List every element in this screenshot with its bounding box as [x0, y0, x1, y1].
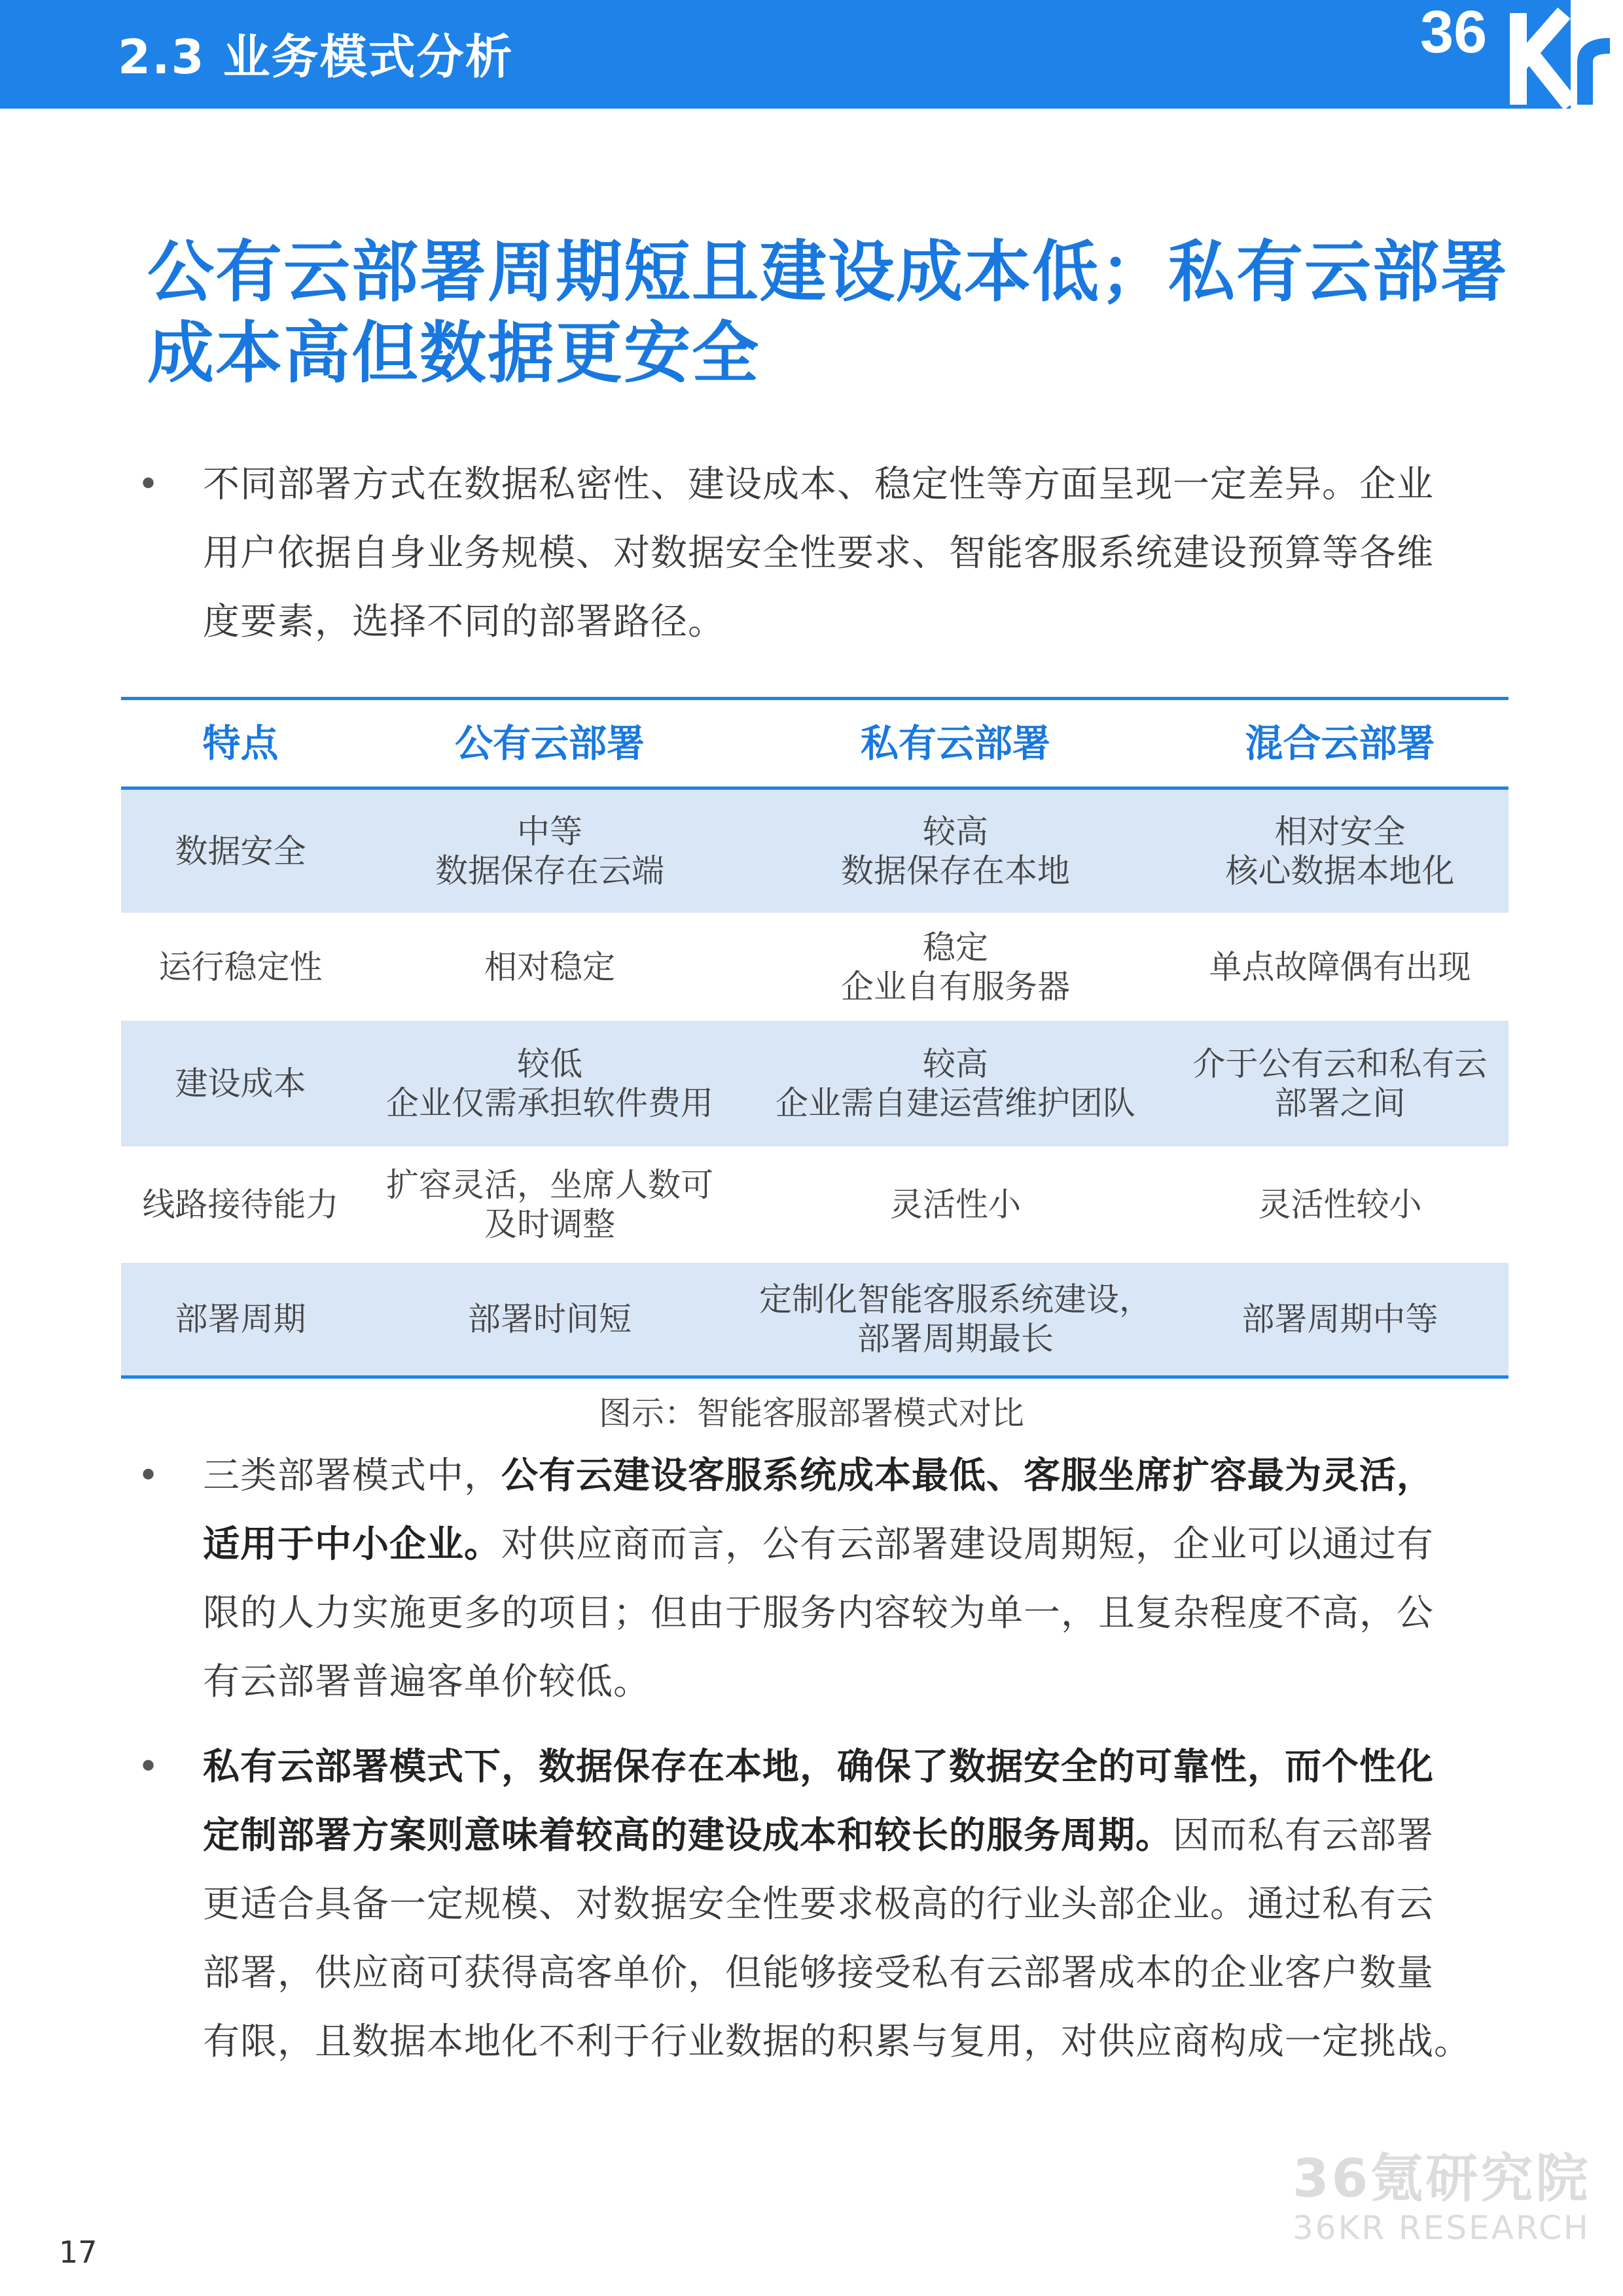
36kr-logo [1414, 0, 1623, 109]
cell-line: 部署之间 [1274, 1084, 1406, 1122]
table-row [121, 790, 1508, 913]
cell-hybrid [1171, 1185, 1508, 1224]
bold-text-run: 私有云部署模式下，数据保存在本地，确保了数据安全的可靠性，而个性化 [203, 1746, 1434, 1788]
bullet-marker: • [137, 1455, 160, 1497]
paragraph-line [203, 1441, 1505, 1510]
cell-feature: 运行稳定性 [158, 947, 323, 986]
header-cell-public-cloud: 公有云部署 [454, 721, 645, 766]
table-row [121, 1263, 1508, 1375]
cell-private [740, 1280, 1171, 1358]
text-run: 因而私有云部署 [1173, 1814, 1434, 1857]
cell-line: 较低 [517, 1045, 582, 1083]
table-header-row [121, 700, 1508, 790]
cell-feature: 数据安全 [175, 832, 306, 870]
cell-line: 中等 [517, 813, 582, 851]
cell-public [360, 947, 740, 987]
intro-line: 度要素，选择不同的部署路径。 [203, 601, 725, 643]
public-cloud-paragraph [203, 1441, 1505, 1716]
cell-line: 扩容灵活，坐席人数可 [386, 1166, 713, 1204]
headline-line-2: 成本高但数据更安全 [147, 315, 760, 393]
cell-line: 企业仅需承担软件费用 [386, 1084, 713, 1122]
cell-line: 单点故障偶有出现 [1209, 947, 1471, 986]
cell-line: 相对稳定 [484, 947, 615, 986]
intro-line: 不同部署方式在数据私密性、建设成本、稳定性等方面呈现一定差异。企业 [203, 463, 1434, 506]
cell-hybrid [1171, 1044, 1508, 1123]
intro-line: 用户依据自身业务规模、对数据安全性要求、智能客服系统建设预算等各维 [203, 532, 1434, 574]
header-cell-feature: 特点 [202, 721, 279, 766]
cell-line: 灵活性较小 [1258, 1186, 1422, 1224]
cell-line: 灵活性小 [890, 1186, 1021, 1224]
section-title: 2.3 业务模式分析 [118, 29, 514, 84]
headline-line-1: 公有云部署周期短且建设成本低；私有云部署 [147, 234, 1508, 311]
cell-line: 相对安全 [1274, 813, 1406, 851]
cell-line: 企业需自建运营维护团队 [776, 1084, 1135, 1122]
cell-line: 数据保存在本地 [841, 852, 1070, 890]
page-headline [147, 232, 1522, 395]
cell-public [360, 1044, 740, 1123]
cell-private [740, 1044, 1171, 1123]
cell-hybrid [1171, 812, 1508, 891]
cell-hybrid [1171, 947, 1508, 987]
bold-text-run: 定制部署方案则意味着较高的建设成本和较长的服务周期。 [203, 1814, 1173, 1857]
cell-feature: 线路接待能力 [142, 1186, 339, 1224]
cell-private [740, 1185, 1171, 1224]
bold-text-run: 适用于中小企业。 [203, 1523, 501, 1566]
cell-line: 核心数据本地化 [1225, 852, 1455, 890]
header-cell-private-cloud: 私有云部署 [860, 721, 1050, 766]
cell-public [360, 1165, 740, 1244]
paragraph-line: 限的人力实施更多的项目；但由于服务内容较为单一，且复杂程度不高，公 [203, 1592, 1434, 1634]
cell-line: 数据保存在云端 [435, 852, 664, 890]
header-bar [0, 0, 1571, 109]
table-row [121, 913, 1508, 1021]
watermark-en: 36KR RESEARCH [1293, 2209, 1590, 2247]
research-watermark [1293, 2149, 1590, 2248]
page-number: 17 [59, 2234, 98, 2270]
cell-line: 部署时间短 [468, 1300, 632, 1338]
cell-public [360, 812, 740, 891]
cell-feature: 建设成本 [175, 1065, 306, 1103]
table-caption: 图示：智能客服部署模式对比 [599, 1394, 1024, 1432]
paragraph-line [203, 1733, 1505, 1801]
watermark-cn: 36氪研究院 [1293, 2148, 1591, 2209]
cell-hybrid [1171, 1299, 1508, 1339]
cell-line: 企业自有服务器 [841, 967, 1070, 1006]
bullet-marker: • [137, 463, 160, 506]
cell-line: 及时调整 [484, 1205, 615, 1243]
text-run: 三类部署模式中， [203, 1455, 501, 1497]
paragraph-line: 有限，且数据本地化不利于行业数据的积累与复用，对供应商构成一定挑战。 [203, 2021, 1471, 2063]
cell-line: 部署周期最长 [857, 1320, 1054, 1358]
cell-public [360, 1299, 740, 1339]
paragraph-line: 部署，供应商可获得高客单价，但能够接受私有云部署成本的企业客户数量 [203, 1952, 1434, 1994]
cell-line: 稳定 [923, 928, 988, 966]
bold-text-run: 公有云建设客服系统成本最低、客服坐席扩容最为灵活， [501, 1455, 1434, 1497]
cell-line: 定制化智能客服系统建设， [759, 1280, 1152, 1318]
paragraph-line [203, 1510, 1505, 1579]
cell-private [740, 928, 1171, 1006]
paragraph-line: 有云部署普遍客单价较低。 [203, 1661, 651, 1703]
cell-line: 较高 [923, 813, 988, 851]
intro-paragraph [203, 450, 1505, 656]
cell-private [740, 812, 1171, 891]
bullet-marker: • [137, 1746, 160, 1788]
cell-feature: 部署周期 [175, 1300, 306, 1338]
header-cell-hybrid-cloud: 混合云部署 [1245, 721, 1435, 766]
deployment-comparison-table [121, 697, 1508, 1379]
svg-text:36: 36 [1420, 0, 1488, 65]
cell-line: 较高 [923, 1045, 988, 1083]
text-run: 对供应商而言，公有云部署建设周期短，企业可以通过有 [501, 1523, 1434, 1566]
cell-line: 部署周期中等 [1241, 1300, 1438, 1338]
table-row [121, 1021, 1508, 1146]
cell-line: 介于公有云和私有云 [1192, 1045, 1488, 1083]
paragraph-line: 更适合具备一定规模、对数据安全性要求极高的行业头部企业。通过私有云 [203, 1883, 1434, 1926]
paragraph-line [203, 1801, 1505, 1870]
private-cloud-paragraph [203, 1733, 1505, 2076]
table-row [121, 1146, 1508, 1263]
